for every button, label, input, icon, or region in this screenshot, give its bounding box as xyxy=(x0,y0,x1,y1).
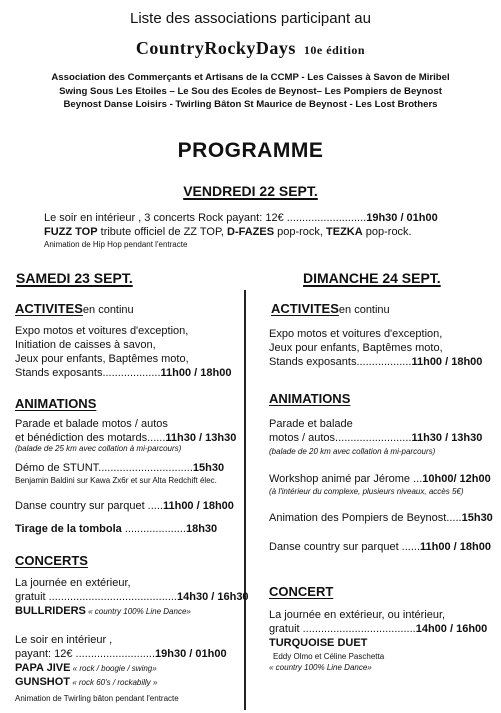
sat-anim-4-time: 18h30 xyxy=(185,523,218,535)
intro-line: Liste des associations participant au xyxy=(130,10,371,27)
sun-activites-list xyxy=(269,327,482,369)
sat-activite-2: Initiation de caisses à savon, xyxy=(15,339,156,351)
sun-activite-2: Jeux pour enfants, Baptêmes moto, xyxy=(269,342,443,354)
sun-concert-title: CONCERT xyxy=(269,584,334,599)
sat-animations-title: ANIMATIONS xyxy=(15,396,97,411)
band-d-fazes: D-FAZES xyxy=(227,226,275,238)
sat-activite-3: Jeux pour enfants, Baptêmes moto, xyxy=(15,353,189,365)
sat-activites-label: ACTIVITES xyxy=(15,301,83,316)
friday-bands xyxy=(44,225,412,239)
sat-activites-list xyxy=(15,324,231,380)
sat-anim-1-note: (balade de 25 km avec collation à mi-parcours) xyxy=(15,444,182,453)
sat-anim-1-line-b: et bénédiction des motards...... xyxy=(15,432,166,444)
sat-concert-2-note: Animation de Twirling bâton pendant l'entracte xyxy=(15,694,179,703)
sat-anim-3-time: 11h00 / 18h00 xyxy=(162,500,234,512)
sat-anim-3 xyxy=(15,499,234,513)
sat-concert-2-line-b: payant: 12€ .......................... xyxy=(15,648,156,660)
sun-anim-4 xyxy=(269,540,491,554)
sat-concert-1-line-a: La journée en extérieur, xyxy=(15,577,131,589)
sunday-heading: DIMANCHE 24 SEPT. xyxy=(303,270,441,286)
sun-activites-sub: en continu xyxy=(338,304,390,316)
sun-activites-label: ACTIVITES xyxy=(271,301,339,316)
band-fuzz-top: FUZZ TOP xyxy=(44,226,98,238)
band-bullriders: BULLRIDERS xyxy=(15,605,86,617)
sat-anim-4 xyxy=(15,522,217,536)
sun-anim-3-time: 15h30 xyxy=(461,512,493,524)
band-d-fazes-desc: pop-rock, xyxy=(274,226,327,238)
sat-anim-4-text: Tirage de la tombola xyxy=(15,523,122,535)
assoc-line-3: Beynost Danse Loisirs - Twirling Bâton St Maurice de Beynost - Les Lost Brothers xyxy=(63,99,438,110)
sat-anim-1-time: 11h30 / 13h30 xyxy=(165,432,237,444)
sun-concert-1-note-1: Eddy Olmo et Céline Paschetta xyxy=(273,652,385,661)
band-gunshot: GUNSHOT xyxy=(15,676,70,688)
sat-stands: Stands exposants................... xyxy=(15,367,161,379)
sat-anim-1-line-a: Parade et balade motos / autos xyxy=(15,418,168,430)
sun-concert-1-line-b: gratuit ..................................... xyxy=(269,623,416,635)
band-gunshot-desc: « rock 60's / rockabilly » xyxy=(70,678,158,687)
edition-label: 10e édition xyxy=(303,43,366,57)
sun-concert-1-note-2: « country 100% Line Dance» xyxy=(269,663,372,672)
saturday-heading: SAMEDI 23 SEPT. xyxy=(16,270,133,286)
band-bullriders-desc: « country 100% Line Dance» xyxy=(85,607,191,616)
sun-concert-1-time: 14h00 / 16h00 xyxy=(415,623,488,635)
sat-anim-2 xyxy=(15,461,224,475)
sun-anim-4-text: Danse country sur parquet ...... xyxy=(269,541,421,553)
band-fuzz-top-desc: tribute officiel de ZZ TOP, xyxy=(97,226,227,238)
sat-activite-4 xyxy=(15,366,231,380)
sun-anim-2 xyxy=(269,472,491,486)
sun-anim-4-time: 11h00 / 18h00 xyxy=(420,541,491,553)
sun-anim-1-time: 11h30 / 13h30 xyxy=(411,432,483,444)
sun-anim-1 xyxy=(269,417,482,445)
band-papa-jive-desc: « rock / boogie / swing» xyxy=(70,664,157,673)
sat-anim-2-text: Démo de STUNT............................... xyxy=(15,462,193,474)
sat-concerts-title: CONCERTS xyxy=(15,553,88,568)
sat-anim-2-note: Benjamin Baldini sur Kawa Zx6r et sur Alta Redchift élec. xyxy=(15,476,217,485)
sat-anim-3-text: Danse country sur parquet ..... xyxy=(15,500,163,512)
sun-stands-time: 11h00 / 18h00 xyxy=(411,356,483,368)
assoc-line-1: Association des Commerçants et Artisans de la CCMP - Les Caisses à Savon de Miribel xyxy=(51,72,450,83)
sun-anim-2-note: (à l'intérieur du complexe, plusieurs niveaux, accès 5€) xyxy=(269,487,464,496)
sat-concert-2-line-a: Le soir en intérieur , xyxy=(15,634,113,646)
sat-stands-time: 11h00 / 18h00 xyxy=(160,367,232,379)
column-divider xyxy=(244,290,246,710)
friday-line-1-text: Le soir en intérieur , 3 concerts Rock payant: 12€ .......................... xyxy=(44,212,367,224)
sat-activites-title xyxy=(15,301,134,316)
sun-animations-title: ANIMATIONS xyxy=(269,391,351,406)
sat-concert-2-time: 19h30 / 01h00 xyxy=(155,648,227,660)
band-tezka-desc: pop-rock. xyxy=(362,226,412,238)
friday-heading: VENDREDI 22 SEPT. xyxy=(183,183,318,199)
sat-concert-2 xyxy=(15,633,227,689)
sun-anim-2-time: 10h00/ 12h00 xyxy=(422,473,491,485)
sun-anim-2-text: Workshop animé par Jérome ... xyxy=(269,473,423,485)
sat-activites-sub: en continu xyxy=(82,304,134,316)
sat-activite-1: Expo motos et voitures d'exception, xyxy=(15,325,189,337)
sun-anim-1-line-a: Parade et balade xyxy=(269,418,353,430)
sun-anim-1-note: (balade de 20 km avec collation à mi-parcours) xyxy=(269,447,436,456)
band-tezka: TEZKA xyxy=(326,226,363,238)
sun-stands: Stands exposants.................. xyxy=(269,356,412,368)
sun-anim-3 xyxy=(269,511,493,525)
friday-line-1 xyxy=(44,211,438,225)
sat-anim-2-time: 15h30 xyxy=(192,462,225,474)
friday-note: Animation de Hip Hop pendant l'entracte xyxy=(44,240,188,249)
sun-activite-1: Expo motos et voitures d'exception, xyxy=(269,328,443,340)
sun-anim-3-text: Animation des Pompiers de Beynost..... xyxy=(269,512,462,524)
band-papa-jive: PAPA JIVE xyxy=(15,662,71,674)
associations-list xyxy=(0,71,501,112)
programme-title: PROGRAMME xyxy=(177,139,324,162)
band-turquoise-duet: TURQUOISE DUET xyxy=(269,637,368,649)
sun-anim-1-line-b: motos / autos......................... xyxy=(269,432,412,444)
sat-anim-4-dots: .................... xyxy=(121,523,186,535)
sat-concert-1-line-b: gratuit .......................................... xyxy=(15,591,177,603)
event-name: CountryRockyDays xyxy=(135,38,296,58)
sun-concert-1-line-a: La journée en extérieur, ou intérieur, xyxy=(269,609,446,621)
event-title xyxy=(0,38,501,59)
sun-concert-1 xyxy=(269,608,487,650)
sun-activites-title xyxy=(271,301,390,316)
sat-anim-1 xyxy=(15,417,236,445)
sat-concert-1-time: 14h30 / 16h30 xyxy=(177,591,249,603)
friday-time: 19h30 / 01h00 xyxy=(366,212,438,224)
assoc-line-2: Swing Sous Les Etoiles – Le Sou des Ecoles de Beynost– Les Pompiers de Beynost xyxy=(59,85,442,97)
sat-concert-1 xyxy=(15,576,249,618)
